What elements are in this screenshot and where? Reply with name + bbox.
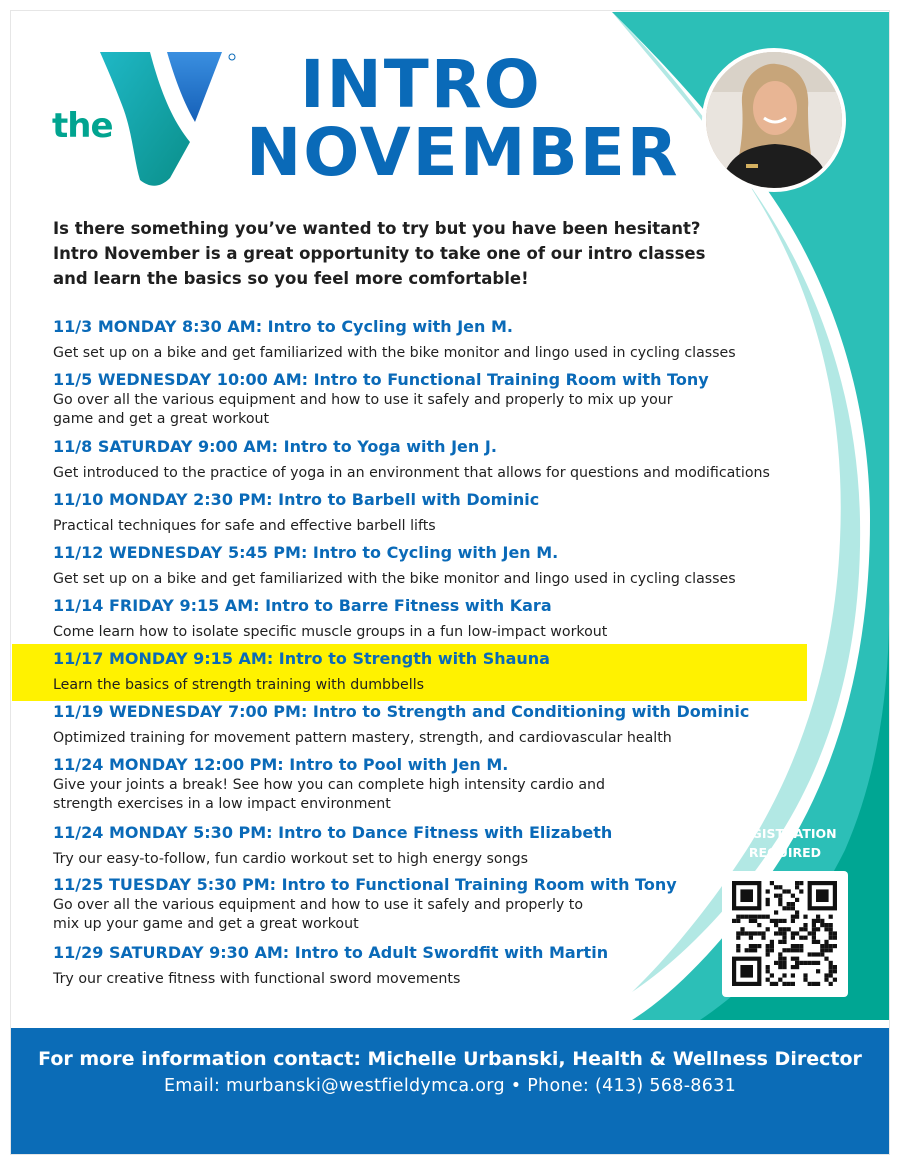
event-description: Try our easy-to-follow, fun cardio workout set to high energy songs [53, 851, 528, 867]
event-description: Get set up on a bike and get familiarized with the bike monitor and lingo used in cycling classes [53, 571, 736, 587]
event-title: 11/5 WEDNESDAY 10:00 AM: Intro to Functional Training Room with Tony [53, 370, 709, 389]
registration-qr-code[interactable] [722, 871, 848, 997]
event-item [53, 436, 770, 483]
event-title: 11/12 WEDNESDAY 5:45 PM: Intro to Cycling with Jen M. [53, 543, 559, 562]
event-item [53, 822, 612, 869]
event-description: Get introduced to the practice of yoga in an environment that allows for questions and modifications [53, 465, 770, 481]
event-item [53, 489, 539, 536]
event-item-highlighted [53, 648, 550, 695]
event-title: 11/19 WEDNESDAY 7:00 PM: Intro to Strength and Conditioning with Dominic [53, 702, 750, 721]
event-title: 11/24 MONDAY 12:00 PM: Intro to Pool with Jen M. [53, 755, 509, 774]
event-description: Try our creative fitness with functional sword movements [53, 971, 461, 987]
event-description: Get set up on a bike and get familiarized with the bike monitor and lingo used in cycling classes [53, 345, 736, 361]
intro-line: and learn the basics so you feel more comfortable! [53, 269, 529, 288]
event-item [53, 942, 608, 989]
event-item [53, 754, 605, 814]
contact-email-phone[interactable]: Email: murbanski@westfieldymca.org • Phone: (413) 568-8631 [163, 1076, 737, 1096]
event-description: Optimized training for movement pattern mastery, strength, and cardiovascular health [53, 730, 672, 746]
event-description: Practical techniques for safe and effective barbell lifts [53, 518, 436, 534]
event-title: 11/24 MONDAY 5:30 PM: Intro to Dance Fitness with Elizabeth [53, 823, 613, 842]
event-title: 11/3 MONDAY 8:30 AM: Intro to Cycling with Jen M. [53, 317, 513, 336]
instructor-photo [702, 48, 846, 192]
event-description: game and get a great workout [53, 411, 270, 427]
event-item [53, 542, 736, 589]
event-description: strength exercises in a low impact environment [53, 796, 391, 812]
event-title: 11/8 SATURDAY 9:00 AM: Intro to Yoga with Jen J. [53, 437, 497, 456]
event-item [53, 369, 709, 429]
registration-line: REGISTRATION [733, 826, 837, 841]
event-title: 11/29 SATURDAY 9:30 AM: Intro to Adult Swordfit with Martin [53, 943, 609, 962]
intro-paragraph [53, 216, 733, 291]
event-item [53, 595, 607, 642]
intro-line: Is there something you’ve wanted to try but you have been hesitant? [53, 219, 701, 238]
event-description: mix up your game and get a great workout [53, 916, 359, 932]
page-title-line2: NOVEMBER [246, 114, 680, 191]
event-title: 11/10 MONDAY 2:30 PM: Intro to Barbell with Dominic [53, 490, 540, 509]
intro-line: Intro November is a great opportunity to take one of our intro classes [53, 244, 706, 263]
contact-line: For more information contact: Michelle Urbanski, Health & Wellness Director [38, 1048, 862, 1070]
event-item [53, 316, 736, 363]
logo-the-text: the [52, 106, 113, 146]
event-description: Learn the basics of strength training with dumbbells [53, 677, 425, 693]
contact-footer [11, 1028, 889, 1154]
event-item [53, 701, 749, 748]
event-description: Go over all the various equipment and how to use it safely and properly to [53, 897, 584, 913]
registration-line: REQUIRED [748, 845, 822, 860]
event-title: 11/14 FRIDAY 9:15 AM: Intro to Barre Fitness with Kara [53, 596, 552, 615]
event-item [53, 874, 677, 934]
registration-required-label [720, 824, 850, 862]
event-title: 11/17 MONDAY 9:15 AM: Intro to Strength with Shauna [53, 649, 550, 668]
event-title: 11/25 TUESDAY 5:30 PM: Intro to Functional Training Room with Tony [53, 875, 677, 894]
event-description: Go over all the various equipment and how to use it safely and properly to mix up your [53, 392, 673, 408]
page-title-line1: INTRO [300, 46, 542, 123]
event-description: Come learn how to isolate specific muscle groups in a fun low-impact workout [53, 624, 608, 640]
qr-code-icon [722, 871, 848, 997]
event-description: Give your joints a break! See how you can complete high intensity cardio and [53, 777, 606, 793]
